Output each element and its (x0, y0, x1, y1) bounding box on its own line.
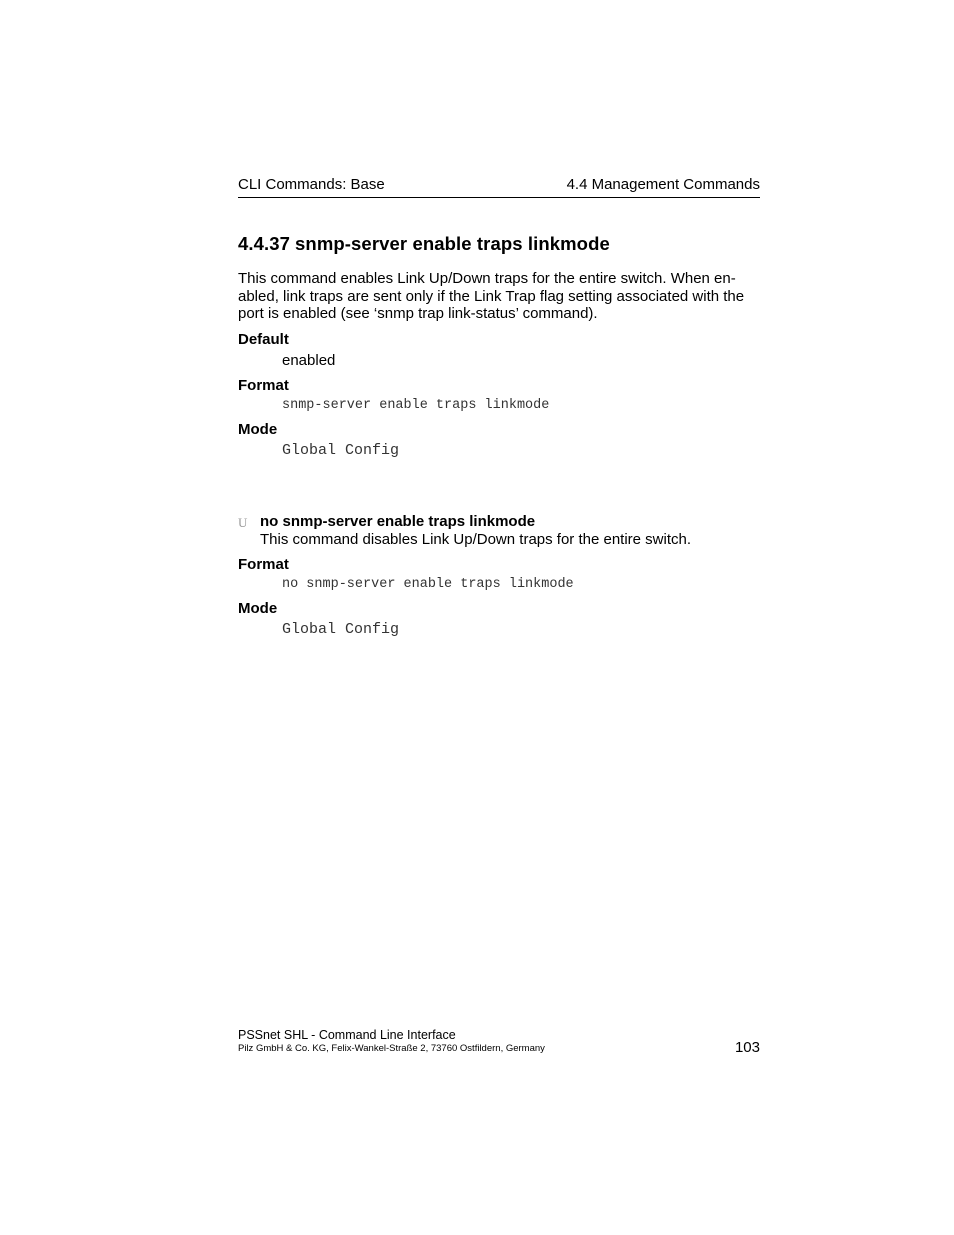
subcommand-title: no snmp-server enable traps linkmode (260, 513, 536, 530)
bullet-icon: U (238, 515, 248, 530)
subcommand-format-syntax: no snmp-server enable traps linkmode (282, 577, 574, 592)
footer-address: Pilz GmbH & Co. KG, Felix-Wankel-Straße 2, 73760 Ostfildern, Germany (238, 1043, 545, 1054)
intro-line: abled, link traps are sent only if the Link Trap flag setting associated with the (238, 287, 745, 305)
footer-document-title: PSSnet SHL - Command Line Interface (238, 1028, 456, 1042)
header-divider (238, 197, 760, 198)
page-number: 103 (734, 1039, 760, 1056)
section-title-text: snmp-server enable traps linkmode (295, 233, 610, 254)
format-label: Format (238, 377, 289, 394)
running-header-chapter: CLI Commands: Base (238, 176, 385, 193)
section-number: 4.4.37 (238, 233, 291, 254)
intro-line: port is enabled (see ‘snmp trap link-status’ command). (238, 305, 598, 323)
default-value: enabled (282, 352, 336, 369)
format-syntax: snmp-server enable traps linkmode (282, 398, 550, 413)
running-header-section: 4.4 Management Commands (566, 176, 760, 193)
section-heading (238, 233, 610, 255)
mode-value: Global Config (282, 442, 400, 459)
subcommand-format-label: Format (238, 556, 289, 573)
subcommand-description: This command disables Link Up/Down traps for the entire switch. (260, 531, 692, 548)
default-label: Default (238, 331, 289, 348)
intro-paragraph (238, 270, 760, 323)
intro-line: This command enables Link Up/Down traps for the entire switch. When en- (238, 270, 736, 287)
subcommand-mode-value: Global Config (282, 621, 400, 638)
mode-label: Mode (238, 421, 278, 438)
subcommand-mode-label: Mode (238, 600, 278, 617)
